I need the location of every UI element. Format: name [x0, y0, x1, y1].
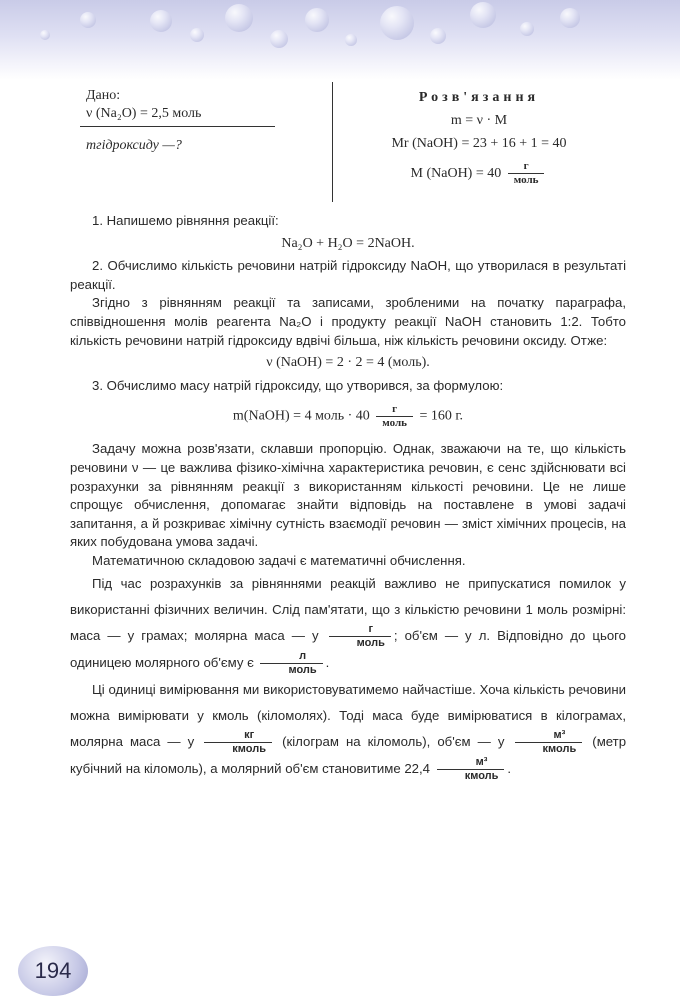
fraction-numerator: кг: [204, 729, 272, 743]
kmol-fraction-1: [204, 729, 272, 756]
paragraph-kmol: Ці одиниці вимірювання ми використовуватимемо найчастіше. Хоча кількість речовини можна вимірювати у кмоль (кіломолях). Тоді маса буде вимірюватися в кілограмах, молярна маса — у $\frac{кг}{\text{кмоль}}$ (кілограм на кіломоль), об'єм — у $\frac{\text{м³}}{\text{кмоль}}$ (метр кубічний на кіломоль), а молярний об'єм становитиме 22,4 $\frac{\text{м³}}{\text{кмоль}}$ .: [70, 681, 627, 782]
solution-line-3-prefix: M (NaOH) = 40: [410, 166, 502, 181]
solution-line-3-fraction: [508, 160, 545, 187]
equation-reaction: Na₂O + H₂O = 2NaOH.: [281, 235, 415, 251]
given-condition: ν (Na₂O) = 2,5 моль: [86, 106, 202, 121]
solution-block: [332, 86, 626, 193]
kmol-text-b: (кілограм на кіломоль), об'єм — у: [282, 733, 505, 749]
paragraph-step-3: 3. Обчислимо масу натрій гідроксиду, що утворився, за формулою:: [92, 377, 504, 393]
fraction-denominator: кмоль: [232, 742, 266, 755]
equation-amount: ν (NaOH) = 2 · 2 = 4 (моль).: [266, 355, 430, 371]
kmol-fraction-3: [437, 756, 505, 783]
fraction-numerator: л: [260, 650, 322, 664]
paragraph-proportion: Задачу можна розв'язати, склавши пропорцію. Однак, зважаючи на те, що кількість речовини ν — це важлива фізико-хімічна характеристика речовин, є сенс здійснювати всі розрахунки за рівнянням реакції з використанням кількості речовини. Це не лише спрощує обчислення, допомагає знайти відповідь на поставлене в умові задачі запитання, а й розкриває хімічну сутність взаємодії речовин — зміст хімічних процесів, на яких побудована умова задачі.: [70, 441, 626, 550]
fraction-denominator: кмоль: [542, 742, 577, 755]
solution-line-1: m = ν · M: [450, 113, 508, 128]
units-text-a: Під час розрахунків за рівняннями реакцій важливо не припускатися помилок у використанні фізичних величин. Слід пам'ятати, що з кількістю речовини 1 моль розмірні: маса — у грамах; молярна маса — у: [70, 575, 626, 643]
paragraph-step-2: 2. Обчислимо кількість речовини натрій гідроксиду NaOH, що утворилася в результаті реакції.: [70, 258, 626, 292]
paragraph-math: Математичною складовою задачі є математичні обчислення.: [92, 552, 466, 568]
given-block: [80, 82, 335, 202]
page-number: 194: [18, 946, 88, 996]
solution-heading: Розв'язання: [418, 90, 540, 105]
kmol-fraction-2: [515, 729, 583, 756]
units-text-b: ; об'єм — у л. Відповідно до цього одиницею молярного об'єму є: [70, 627, 627, 670]
paragraph-units: Під час розрахунків за рівняннями реакцій важливо не припускатися помилок у використанні фізичних величин. Слід пам'ятати, що з кількістю речовини 1 моль розмірні: маса — у грамах; молярна маса — у $\frac{г}{\text{моль}}$ ; об'єм — у л. Відповідно до цього одиницею молярного об'єму є $\frac{л}{\text{моль}}$ .: [70, 575, 627, 676]
fraction-denominator: моль: [356, 636, 385, 649]
fraction-denominator: кмоль: [464, 769, 499, 782]
fraction-denominator: моль: [382, 417, 407, 430]
paragraph-step-1: 1. Напишемо рівняння реакції:: [92, 213, 279, 228]
header-decoration: [0, 0, 680, 80]
given-divider-horizontal: [80, 126, 275, 127]
equation-mass-left: m(NaOH) = 4 моль · 40: [232, 409, 370, 425]
kmol-text-a: Ці одиниці вимірювання ми використовуватимемо найчастіше. Хоча кількість речовини можна вимірювати у кмоль (кіломолях). Тоді маса буде вимірюватися в кілограмах, молярна маса — у: [70, 681, 626, 749]
solution-line-2: Mr (NaOH) = 23 + 16 + 1 = 40: [391, 136, 567, 151]
fraction-numerator: г: [508, 160, 545, 174]
equation-mass-fraction: [376, 403, 413, 430]
given-title: Дано:: [86, 88, 121, 103]
given-find: mгідроксиду —?: [86, 138, 182, 153]
fraction-denominator: моль: [513, 174, 539, 187]
fraction-numerator: г: [376, 403, 413, 417]
fraction-denominator: моль: [288, 663, 317, 676]
equation-mass-right: = 160 г.: [419, 409, 464, 425]
solution-line-3: [332, 155, 626, 193]
units-fraction-2: [260, 650, 322, 677]
fraction-numerator: м³: [437, 756, 505, 770]
kmol-text-c: (метр кубічний на кіломоль), а молярний об'єм становитиме 22,4: [70, 733, 627, 776]
equation-mass: [70, 403, 626, 430]
fraction-numerator: г: [329, 623, 391, 637]
units-fraction-1: [329, 623, 391, 650]
body-text: [70, 212, 626, 783]
fraction-numerator: м³: [515, 729, 583, 743]
paragraph-ratio: Згідно з рівнянням реакції та записами, зробленими на початку параграфа, співвідношення молів реагента Na₂O і продукту реакції NaOH становить 1:2. Тобто кількість речовини натрій гідроксиду вдвічі більша, ніж кількість речовини оксиду. Отже:: [70, 295, 626, 348]
